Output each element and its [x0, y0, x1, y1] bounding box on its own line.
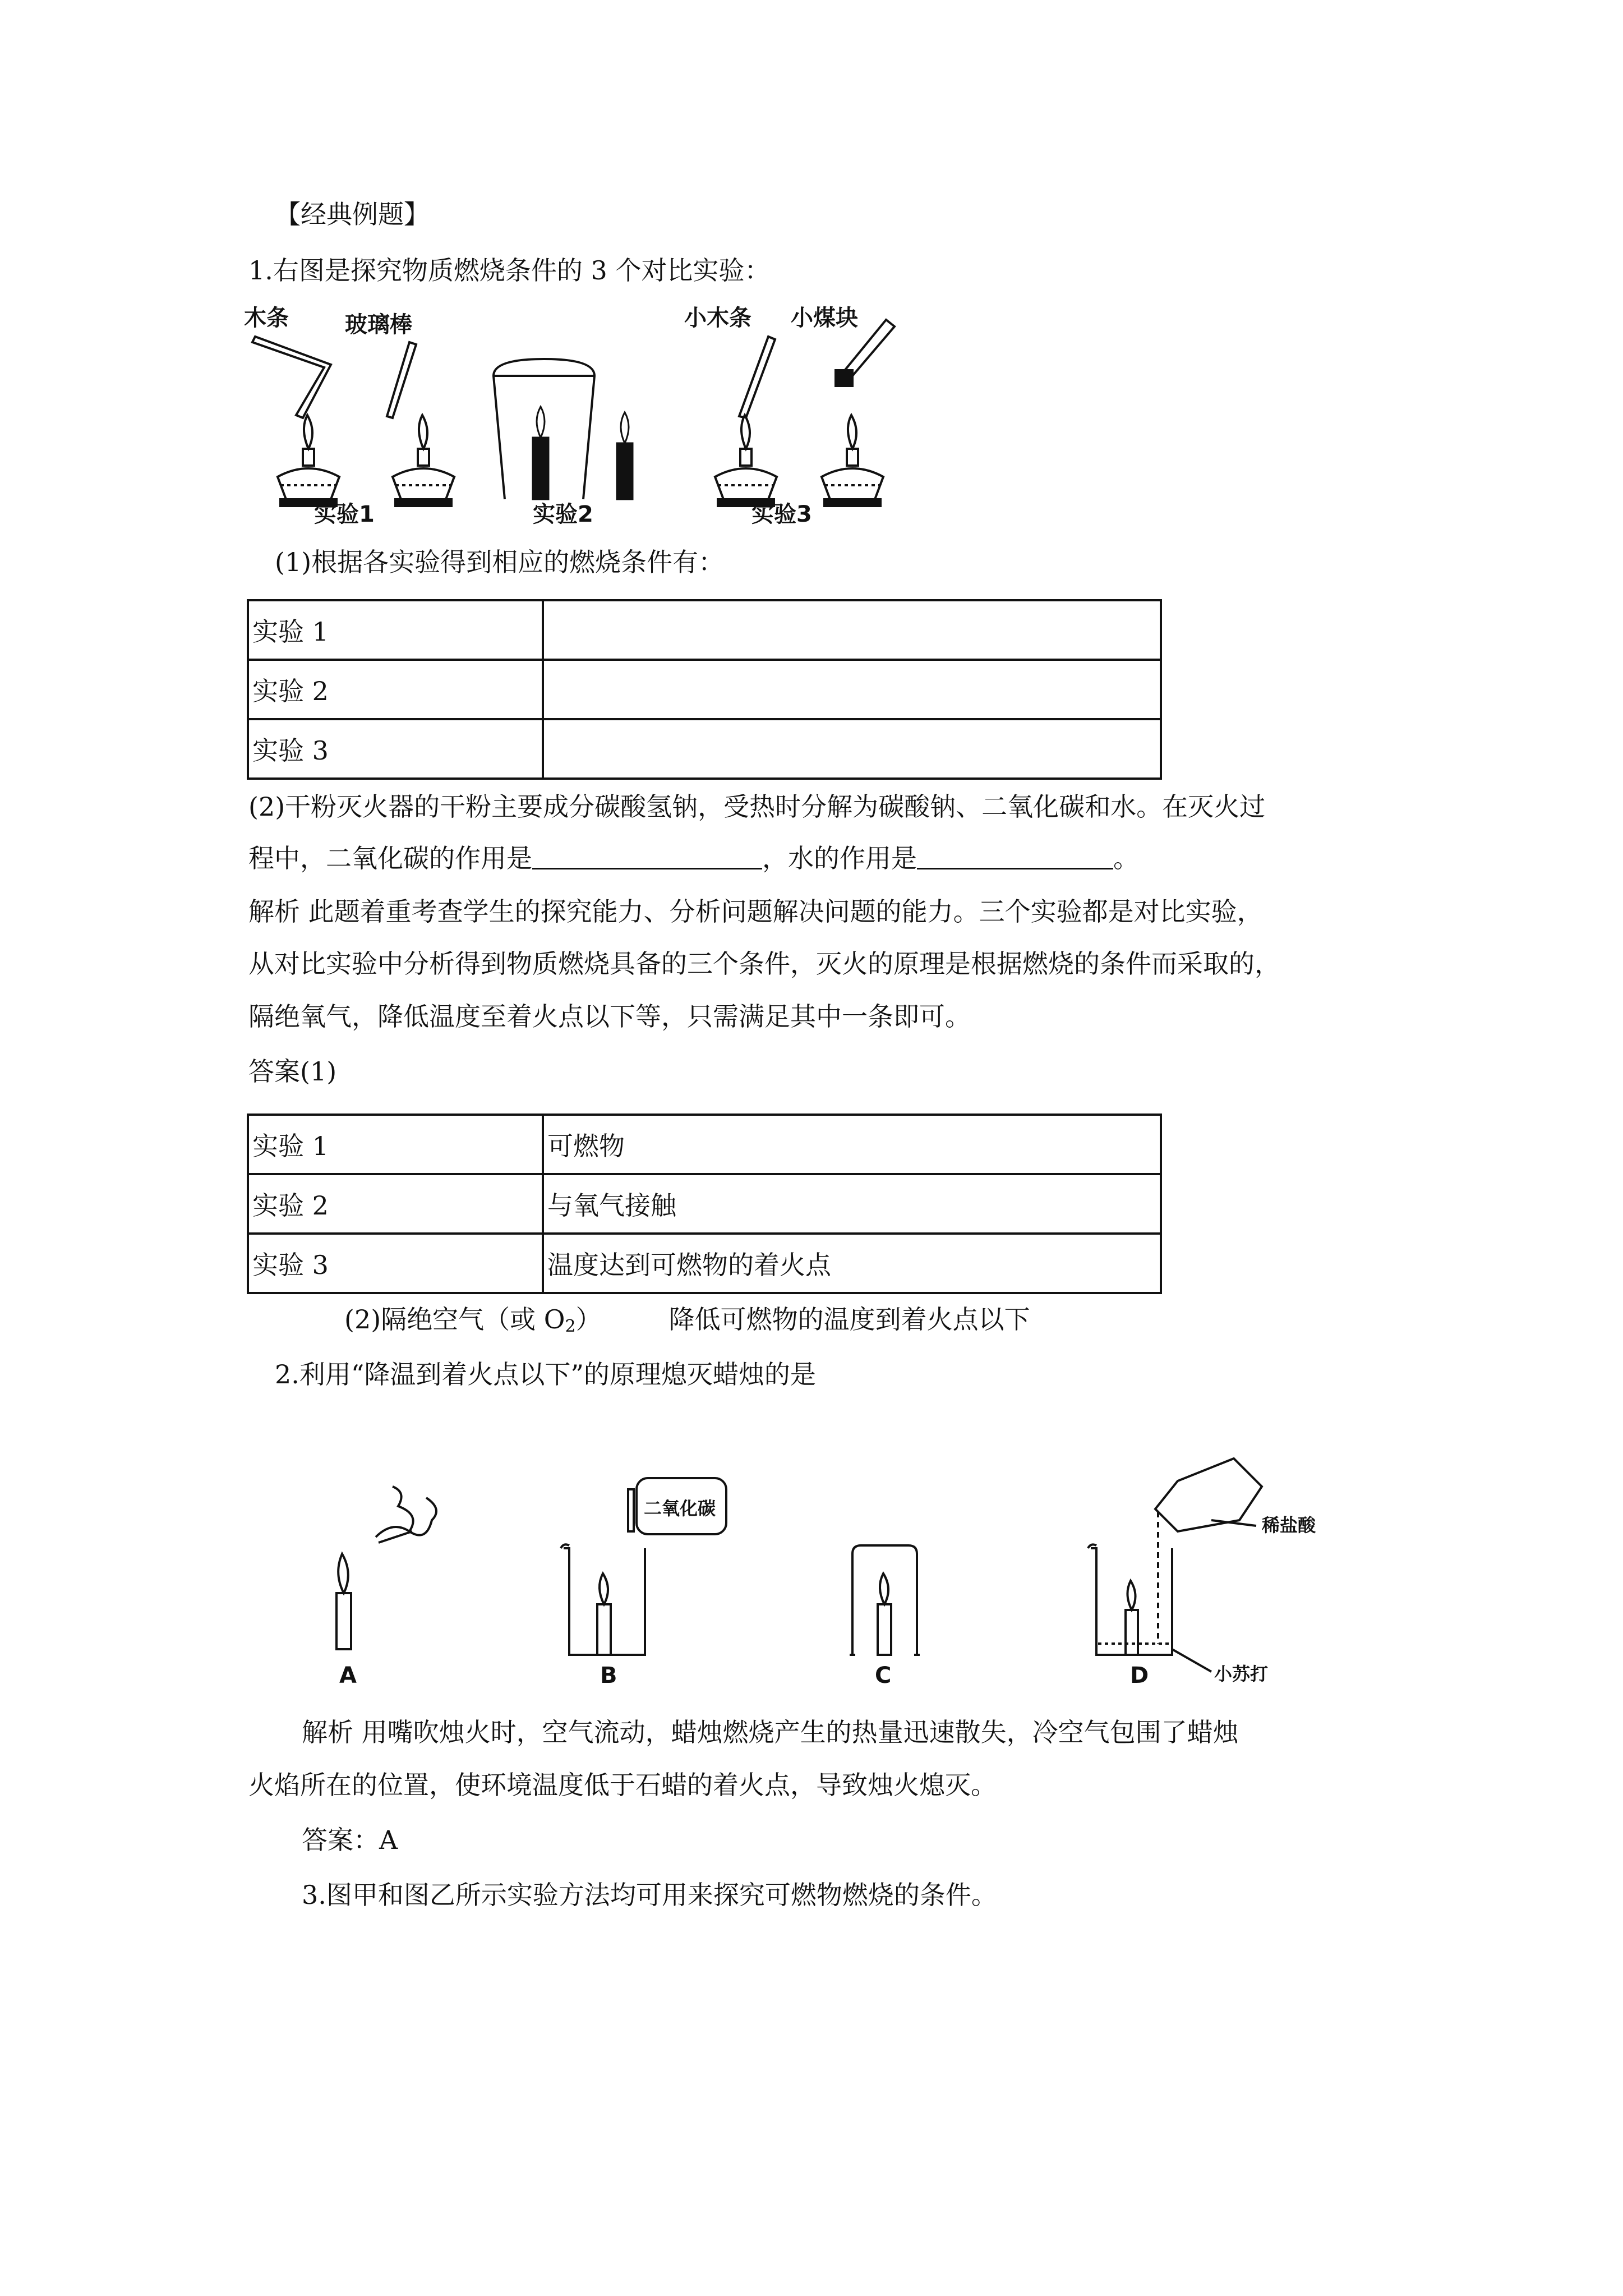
option-d-drawing [1088, 1458, 1262, 1672]
q1-part2-text-c: 。 [1113, 843, 1139, 873]
q2-candle-figure [314, 1453, 1316, 1688]
option-c-drawing [850, 1545, 920, 1655]
q1-answer-label: 答案(1) [248, 1056, 337, 1087]
q2-analysis-line1: 解析 用嘴吹烛火时，空气流动，蜡烛燃烧产生的热量迅速散失，冷空气包围了蜡烛 [302, 1717, 1239, 1747]
q2-analysis-line2: 火焰所在的位置，使环境温度低于石蜡的着火点，导致烛火熄灭。 [248, 1770, 997, 1800]
table-cell-label: 实验 2 [248, 1174, 543, 1234]
q1-answer2 [344, 1303, 1030, 1343]
alcohol-lamp-1 [278, 415, 339, 506]
label-glass-rod: 玻璃棒 [345, 312, 412, 338]
option-a-drawing [336, 1487, 436, 1649]
label-soda: 小苏打 [1214, 1663, 1269, 1685]
table-cell-label: 实验 2 [248, 660, 543, 719]
table-row [248, 1234, 1161, 1293]
alcohol-lamp-2 [393, 415, 454, 506]
q1-analysis-line3: 隔绝氧气，降低温度至着火点以下等，只需满足其中一条即可。 [248, 1001, 971, 1032]
wood-strip-shape [252, 337, 331, 418]
q1-answer2-subscript: 2 [565, 1317, 576, 1336]
q1-answer-table [247, 1114, 1162, 1294]
label-option-a: A [339, 1663, 357, 1688]
q1-experiment-figure [241, 297, 1054, 527]
q1-answer2-b: ） [575, 1304, 602, 1335]
label-co2: 二氧化碳 [644, 1498, 716, 1519]
table-cell-value: 与氧气接触 [543, 1174, 1161, 1234]
q1-condition-table [247, 599, 1162, 780]
label-small-wood: 小木条 [684, 305, 751, 331]
label-wood-strip: 木条 [244, 305, 289, 331]
candle-outside [617, 412, 633, 499]
glass-rod-shape [387, 342, 416, 418]
table-cell-value: 可燃物 [543, 1115, 1161, 1174]
alcohol-lamp-3 [715, 415, 777, 506]
q1-analysis-line2: 从对比实验中分析得到物质燃烧具备的三个条件，灭火的原理是根据燃烧的条件而采取的， [248, 949, 1280, 979]
q1-answer2-c: 降低可燃物的温度到着火点以下 [668, 1304, 1030, 1335]
table-cell-label: 实验 1 [248, 1115, 543, 1174]
label-exp2: 实验2 [533, 501, 593, 527]
q1-answer2-a: (2)隔绝空气（或 O [344, 1304, 565, 1335]
label-option-d: D [1130, 1663, 1149, 1688]
q1-analysis-line1: 解析 此题着重考查学生的探究能力、分析问题解决问题的能力。三个实验都是对比实验， [248, 896, 1263, 927]
label-exp1: 实验1 [314, 501, 375, 527]
q1-stem: 1.右图是探究物质燃烧条件的 3 个对比实验： [248, 255, 771, 286]
answer-blank-water[interactable] [917, 843, 1113, 869]
table-cell-value [543, 600, 1161, 660]
table-cell-label: 实验 3 [248, 1234, 543, 1293]
table-cell-value: 温度达到可燃物的着火点 [543, 1234, 1161, 1293]
q2-stem: 2.利用“降温到着火点以下”的原理熄灭蜡烛的是 [275, 1359, 816, 1389]
label-exp3: 实验3 [751, 501, 812, 527]
small-wood-shape [739, 337, 775, 418]
q1-part2-text-b: ，水的作用是 [762, 843, 917, 873]
heading: 【经典例题】 [275, 199, 430, 229]
q1-part2-line2 [248, 841, 1139, 875]
table-row [248, 1174, 1161, 1234]
table-row [248, 1115, 1161, 1174]
label-small-coal: 小煤块 [791, 305, 858, 331]
answer-blank-co2[interactable] [532, 843, 762, 869]
table-row [248, 719, 1161, 779]
label-option-b: B [600, 1663, 617, 1688]
label-option-c: C [875, 1663, 892, 1688]
q3-stem: 3.图甲和图乙所示实验方法均可用来探究可燃物燃烧的条件。 [302, 1880, 997, 1910]
table-cell-value [543, 719, 1161, 779]
alcohol-lamp-4 [822, 415, 883, 506]
table-cell-value [543, 660, 1161, 719]
q2-answer: 答案：A [302, 1825, 398, 1855]
label-acid: 稀盐酸 [1262, 1515, 1316, 1536]
table-row [248, 660, 1161, 719]
q1-part2-line1: (2)干粉灭火器的干粉主要成分碳酸氢钠，受热时分解为碳酸钠、二氧化碳和水。在灭火过 [248, 792, 1266, 822]
table-cell-label: 实验 1 [248, 600, 543, 660]
q1-part1-prompt: (1)根据各实验得到相应的燃烧条件有： [275, 547, 725, 577]
table-row [248, 600, 1161, 660]
table-cell-label: 实验 3 [248, 719, 543, 779]
candle-in-jar [533, 407, 548, 499]
q1-part2-text-a: 程中，二氧化碳的作用是 [248, 843, 532, 873]
